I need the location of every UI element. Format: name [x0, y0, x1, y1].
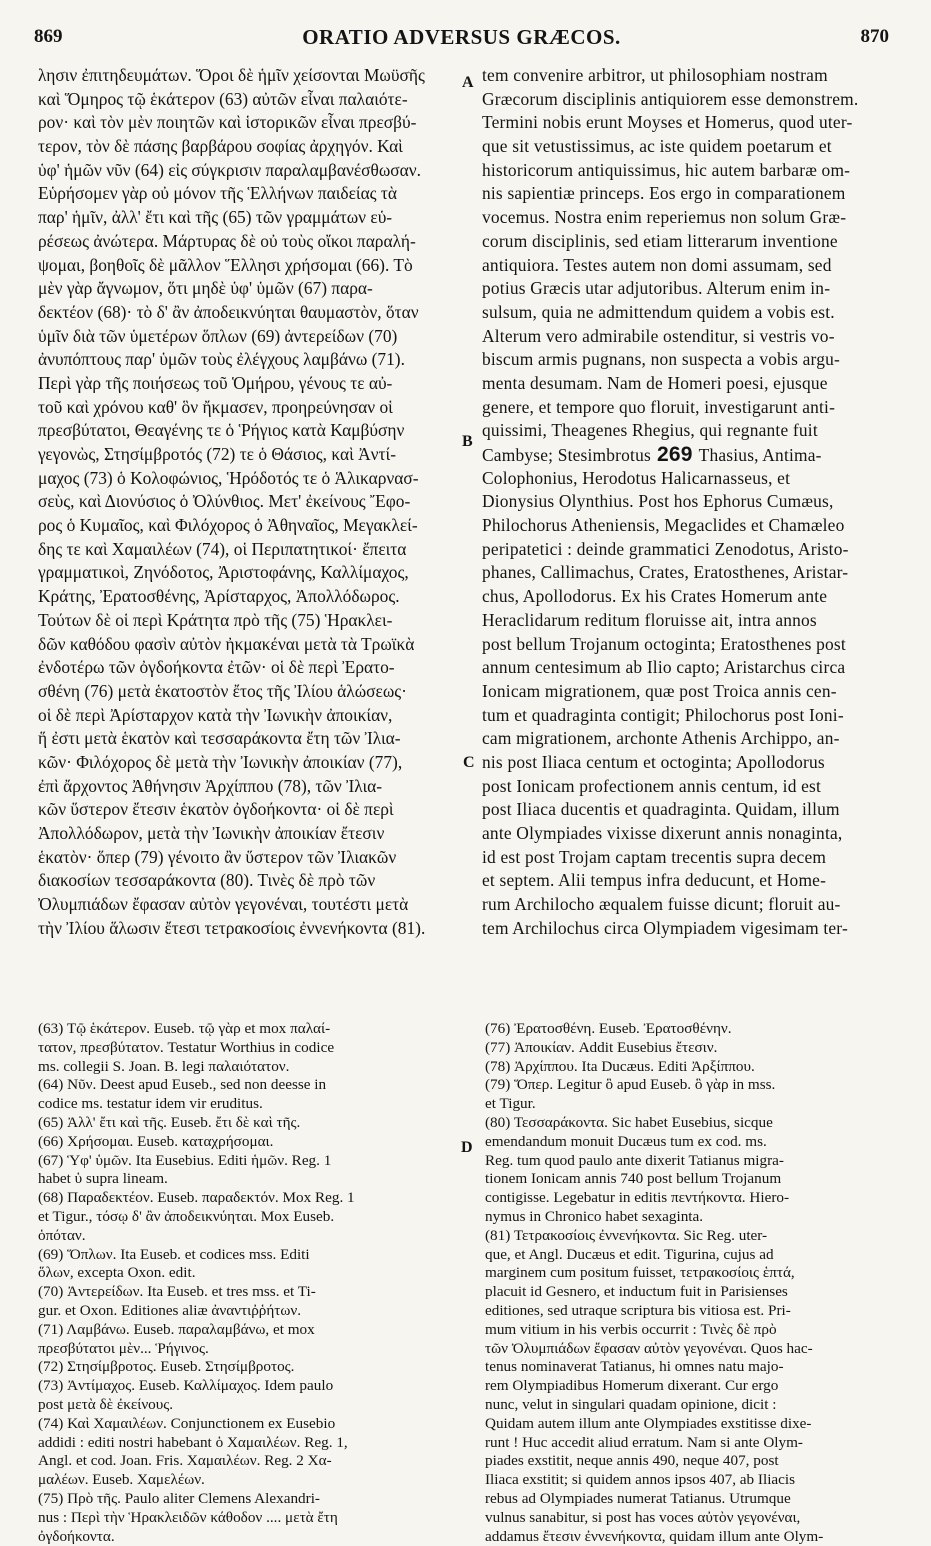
footnotes-right [485, 1020, 903, 1546]
footnote-line: nus : Περὶ τὴν Ἡρακλειδῶν κάθοδον .... μετὰ ἔτη [38, 1508, 338, 1526]
footnote-line: ὀγδοήκοντα. [38, 1527, 115, 1545]
latin-text-line: historicorum antiquissimus, hic autem barbaræ om- [482, 159, 851, 180]
latin-text-line: post Ionicam profectionem annis centum, id est [482, 775, 822, 796]
footnote-line: addidi : editi nostri habebant ὁ Χαμαιλέων. Reg. 1, [38, 1433, 348, 1451]
latin-text-line: post bellum Trojanum octoginta; Eratosthenes post [482, 633, 846, 654]
footnote-line: rebus ad Olympiades numerat Tatianus. Utrumque [485, 1489, 791, 1507]
right-page-number: 870 [860, 26, 889, 47]
latin-text-line: nis post Iliaca centum et octoginta; Apollodorus [482, 751, 825, 772]
latin-text-line: biscum armis pugnans, non suspecta a vobis argu- [482, 349, 840, 370]
left-page-number: 869 [34, 26, 63, 47]
footnote-line: μαλέων. Euseb. Χαμελέων. [38, 1471, 205, 1489]
footnote-line: Quidam autem illum ante Olympiades exstitisse dixe- [485, 1414, 812, 1432]
greek-text-line: ἥ ἐστι μετὰ ἑκατὸν καὶ τεσσαράκοντα ἔτη τῶν Ἰλια- [38, 728, 401, 749]
greek-text-line: ὑμῖν διὰ τῶν ὑμετέρων ὅπλων (69) ἀντερείδων (70) [38, 325, 398, 346]
footnote-line: (79) Ὅπερ. Legitur ὃ apud Euseb. ὃ γὰρ in mss. [485, 1076, 776, 1094]
footnote-line: piades exstitit, neque annis 490, neque 407, post [485, 1452, 779, 1470]
greek-text-line: γραμματικοὶ, Ζηνόδοτος, Ἀριστοφάνης, Καλλίμαχος, [38, 562, 409, 583]
latin-text-line: Heraclidarum reditum floruisse ait, intra annos [482, 609, 817, 630]
greek-text-line: τοῦ καὶ χρόνου καθ' ὃν ἤκμασεν, προηρεύνησαν οἱ [38, 396, 393, 417]
greek-text-column [38, 64, 458, 940]
greek-text-line: τερον, τὸν δὲ πάσης βαρβάρου σοφίας ἀρχηγόν. Καὶ [38, 136, 403, 157]
greek-text-line: Ἀπολλόδωρον, μετὰ τὴν Ἰωνικὴν ἀποικίαν ἔτεσιν [38, 823, 385, 843]
footnote-line: marginem cum positum fuisset, τετρακοσίοις ἑπτά, [485, 1264, 795, 1282]
greek-text-line: Κράτης, Ἐρατοσθένης, Ἀρίσταρχος, Ἀπολλόδωρος. [38, 586, 400, 607]
footnote-line: ms. collegii S. Joan. B. legi παλαιότατον. [38, 1057, 290, 1075]
footnote-line: mum vitium in his verbis occurrit : Τινὲς δὲ πρὸ [485, 1320, 777, 1338]
footnote-line: et Tigur. [485, 1095, 536, 1113]
footnote-line: post μετὰ δὲ ἐκείνους. [38, 1395, 174, 1413]
greek-text-line: κῶν ὕστερον ἔτεσιν ἑκατὸν ὀγδοήκοντα· οἱ δὲ περὶ [38, 799, 394, 820]
greek-text-line: μὲν γὰρ ἄγνωμον, ὅτι μηδὲ ὑφ' ὑμῶν (67) παρα- [38, 278, 373, 299]
footnote-line: (73) Ἀντίμαχος. Euseb. Καλλίμαχος. Idem paulo [38, 1377, 334, 1395]
latin-text-line: rum Archilocho æqualem fuisse dicunt; floruit au- [482, 894, 841, 915]
footnote-line: (72) Στησίμβροτος. Euseb. Στησίμβροτος. [38, 1358, 295, 1376]
section-marker-d: D [461, 1139, 473, 1156]
footnote-line: contigisse. Legebatur in editis πεντήκοντα. Hiero- [485, 1189, 790, 1207]
footnote-line: (65) Ἀλλ' ἔτι καὶ τῆς. Euseb. ἔτι δὲ καὶ τῆς. [38, 1113, 301, 1131]
latin-text-line: phanes, Callimachus, Crates, Eratosthenes, Aristar- [482, 562, 849, 583]
footnote-line: nymus in Chronico habet sexaginta. [485, 1207, 704, 1225]
greek-text-line: Περὶ γὰρ τῆς ποιήσεως τοῦ Ὁμήρου, γένους τε αὐ- [38, 372, 393, 393]
greek-text-line: ρέσεως ἀνώτερα. Μάρτυρας δὲ οὐ τοὺς οἴκοι παραλή- [38, 230, 416, 251]
footnote-line: placuit id Gesnero, et inductum fuit in Parisienses [485, 1283, 788, 1301]
latin-text-line: que sit vetustissimus, ac iste quidem poetarum et [482, 136, 832, 157]
latin-text-line: Ionicam migrationem, quæ post Troica annis cen- [482, 680, 837, 701]
footnote-line: (71) Λαμβάνω. Euseb. παραλαμβάνω, et mox [38, 1320, 315, 1338]
footnote-line: gur. et Oxon. Editiones aliæ ἀναντιῤῥήτων. [38, 1301, 302, 1319]
greek-text-line: Τούτων δὲ οἱ περὶ Κράτητα πρὸ τῆς (75) Ἡρακλει- [38, 609, 393, 630]
greek-text-line: παρ' ἡμῖν, ἀλλ' ἔτι καὶ τῆς (65) τῶν γραμμάτων εὑ- [38, 207, 393, 228]
greek-text-line: καὶ Ὅμηρος τῷ ἑκάτερον (63) αὐτῶν εἶναι παλαιότε- [38, 88, 408, 109]
footnote-line: (81) Τετρακοσίοις ἐννενήκοντα. Sic Reg. uter- [485, 1226, 768, 1244]
greek-text-line: λησιν ἐπιτηδευμάτων. Ὅροι δὲ ἡμῖν χείσονται Μωϋσῆς [38, 65, 425, 85]
latin-text-line: vocemus. Nostra enim reperiemus non solum Græ- [482, 207, 847, 228]
footnote-line: addamus ἔτεσιν ἐννενήκοντα, quidam illum ante Olym- [485, 1527, 824, 1545]
footnote-line: (76) Ἐρατοσθένη. Euseb. Ἐρατοσθένην. [485, 1020, 732, 1037]
page-header [34, 20, 889, 54]
latin-text-line: antiquiora. Testes autem non domi assumam, sed [482, 254, 832, 275]
latin-text-line: Termini nobis erunt Moyses et Homerus, quod uter- [482, 112, 853, 133]
greek-text-line: ψομαι, βοηθοῖς δὲ μᾶλλον Ἕλλησι χρήσομαι (66). Τὸ [38, 254, 413, 275]
footnote-line: runt ! Huc accedit aliud erratum. Nam si ante Olym- [485, 1433, 803, 1451]
footnote-line: τῶν Ὀλυμπιάδων ἔφασαν αὐτὸν γεγονέναι. Quos hac- [485, 1339, 813, 1357]
footnote-line: codice ms. testatur idem vir eruditus. [38, 1095, 263, 1113]
latin-text-line: Colophonius, Herodotus Halicarnasseus, et [482, 467, 791, 488]
footnote-line: ὁπόταν. [38, 1226, 86, 1244]
greek-text-line: δης τε καὶ Χαμαιλέων (74), οἱ Περιπατητικοί· ἔπειτα [38, 538, 407, 559]
footnote-line: Iliaca exstitit; si quidem annos ipsos 407, ab Iliacis [485, 1471, 796, 1489]
footnote-line: Angl. et cod. Joan. Fris. Χαμαιλέων. Reg. 2 Χα- [38, 1452, 332, 1470]
latin-text-line: Græcorum disciplinis antiquiorem esse demonstrem. [482, 88, 859, 109]
greek-text-line: διακοσίων τεσσαράκοντα (80). Τινὲς δὲ πρὸ τῶν [38, 870, 376, 891]
latin-text-line: Alterum vero admirabile ostenditur, si vestris vo- [482, 325, 835, 346]
latin-text-continuation: Thasius, Antima- [698, 445, 822, 465]
footnote-line: que, et Angl. Ducæus et edit. Tigurina, cujus ad [485, 1245, 774, 1263]
greek-text-line: δεκτέον (68)· τὸ δ' ἂν ἀποδεικνύηται θαυμαστὸν, ὅταν [38, 301, 419, 322]
latin-text-line: Dionysius Olynthius. Post hos Ephorus Cumæus, [482, 491, 834, 512]
footnote-line: tionem Ionicam annis 740 post bellum Trojanum [485, 1170, 782, 1188]
footnote-line: rem Olympiadibus Homerum dixerant. Cur ergo [485, 1377, 779, 1395]
latin-text-line: tem Archilochus circa Olympiadem vigesimam ter- [482, 917, 848, 938]
greek-text-line: ἐνδοτέρω τῶν ὀγδοήκοντα ἐτῶν· οἱ δὲ περὶ Ἐρατο- [38, 657, 395, 678]
greek-text-line: μαχος (73) ὁ Κολοφώνιος, Ἡρόδοτός τε ὁ Ἁλικαρνασ- [38, 467, 419, 488]
footnote-line: vulnus sanabitur, si post has voces αὐτὸν γεγονέναι, [485, 1508, 801, 1526]
footnote-line: et Tigur., τόσῳ δ' ἂν ἀποδεικνύηται. Mox Euseb. [38, 1207, 335, 1225]
greek-text-line: πρεσβύτατοι, Θεαγένης τε ὁ Ῥήγιος κατὰ Καμβύσην [38, 420, 405, 441]
inline-page-number: 269 [650, 443, 699, 466]
greek-text-line: ρον· καὶ τὸν μὲν ποιητῶν καὶ ἱστορικῶν εἶναι πρεσβύ- [38, 112, 417, 133]
greek-text-line: κῶν· Φιλόχορος δὲ μετὰ τὴν Ἰωνικὴν ἀποικίαν (77), [38, 751, 403, 772]
greek-text-line: ἑκατὸν· ὅπερ (79) γένοιτο ἂν ὕστερον τῶν Ἰλιακῶν [38, 846, 397, 867]
latin-text-line: tem convenire arbitror, ut philosophiam nostram [482, 65, 828, 85]
section-marker-c: C [463, 754, 475, 771]
running-title: ORATIO ADVERSUS GRÆCOS. [302, 24, 621, 49]
section-marker-b: B [462, 433, 473, 450]
greek-text-line: τὴν Ἰλίου ἅλωσιν ἔτεσι τετρακοσίοις ἐννενήκοντα (81). [38, 917, 426, 938]
latin-text-line: corum disciplinis, sed etiam litterarum inventione [482, 230, 838, 251]
footnote-line: tenus nominaverat Tatianus, hi omnes natu majo- [485, 1358, 784, 1376]
latin-text-line: post Iliaca ducentis et quadraginta. Quidam, illum [482, 799, 840, 820]
latin-text-line: quissimi, Theagenes Rhegius, qui regnante fuit [482, 420, 818, 441]
latin-text-line: potius Græcis utar adjutoribus. Alterum enim in- [482, 278, 831, 299]
latin-text-line: Philochorus Atheniensis, Megaclides et Chamæleo [482, 515, 845, 536]
footnote-line: (75) Πρὸ τῆς. Paulo aliter Clemens Alexandri- [38, 1489, 320, 1507]
latin-text-line: et septem. Alii tempus infra deducunt, et Home- [482, 870, 827, 891]
latin-text-line: genere, et tempore quo floruit, investigarunt anti- [482, 396, 836, 417]
footnote-line: habet ὑ supra lineam. [38, 1170, 168, 1188]
footnote-line: (63) Τῷ ἑκάτερον. Euseb. τῷ γὰρ et mox παλαί- [38, 1020, 331, 1037]
latin-text-line: Cambyse; Stesimbrotus 269 Thasius, Antima- [482, 443, 822, 466]
greek-text-line: οἱ δὲ περὶ Ἀρίσταρχον κατὰ τὴν Ἰωνικὴν ἀποικίαν, [38, 704, 393, 725]
greek-text-line: ἀνυπόπτους παρ' ὑμῶν τοὺς ἐλέγχους λαμβάνω (71). [38, 349, 405, 370]
latin-text-line: tum et quadraginta contigit; Philochorus post Ioni- [482, 704, 844, 725]
footnote-line: (74) Καὶ Χαμαιλέων. Conjunctionem ex Eusebio [38, 1414, 336, 1432]
section-marker-a: A [462, 74, 474, 91]
greek-text-line: Εὑρήσομεν γὰρ οὐ μόνον τῆς Ἑλλήνων παιδείας τὰ [38, 183, 398, 204]
greek-text-line: Ὀλυμπιάδων ἔφασαν αὐτὸν γεγονέναι, τουτέστι μετὰ [38, 894, 409, 915]
latin-text-line: cam migrationem, archonte Athenis Archippo, an- [482, 728, 840, 749]
latin-text-line: peripatetici : deinde grammatici Zenodotus, Aristo- [482, 538, 849, 559]
greek-text-line: ἐπὶ ἄρχοντος Ἀθήνησιν Ἀρχίππου (78), τῶν Ἰλια- [38, 775, 383, 796]
footnote-line: πρεσβύτατοι μὲν... Ῥήγινος. [38, 1339, 209, 1357]
latin-text-line: menta desumam. Nam de Homeri poesi, ejusque [482, 372, 828, 393]
footnote-line: (67) Ὑφ' ὑμῶν. Ita Eusebius. Editi ἡμῶν. Reg. 1 [38, 1151, 332, 1169]
footnote-line: (68) Παραδεκτέον. Euseb. παραδεκτόν. Mox Reg. 1 [38, 1189, 355, 1207]
footnote-line: editiones, sed utraque scriptura bis vitiosa est. Pri- [485, 1301, 791, 1319]
greek-text-line: σθένη (76) μετὰ ἑκατοστὸν ἔτος τῆς Ἰλίου ἁλώσεως· [38, 680, 407, 701]
greek-text-line: γεγονὼς, Στησίμβροτός (72) τε ὁ Θάσιος, καὶ Ἀντί- [38, 444, 397, 464]
footnote-line: (78) Ἀρχίππου. Ita Ducæus. Editi Ἀρξίππου. [485, 1057, 755, 1075]
footnote-line: nunc, velut in singulari quadam opinione, dicit : [485, 1395, 777, 1413]
footnote-line: (64) Νῦν. Deest apud Euseb., sed non deesse in [38, 1076, 327, 1094]
latin-text-line: nis sapientiæ princeps. Eos ergo in comparationem [482, 183, 846, 204]
footnote-line: (77) Ἀποικίαν. Addit Eusebius ἔτεσιν. [485, 1038, 718, 1056]
footnotes-left [38, 1020, 458, 1546]
footnote-line: (69) Ὅπλων. Ita Euseb. et codices mss. Editi [38, 1245, 310, 1263]
greek-text-line: ρος ὁ Κυμαῖος, καὶ Φιλόχορος ὁ Ἀθηναῖος, Μεγακλεί- [38, 515, 418, 536]
greek-text-line: σεὺς, καὶ Διονύσιος ὁ Ὀλύνθιος. Μετ' ἐκείνους Ἔφο- [38, 491, 411, 512]
greek-text-line: δῶν καθόδου φασὶν αὐτὸν ἠκμακέναι μετὰ τὰ Τρωϊκὰ [38, 633, 415, 654]
latin-text-line: annum centesimum ab Ilio capto; Aristarchus circa [482, 657, 846, 678]
footnote-line: (80) Τεσσαράκοντα. Sic habet Eusebius, sicque [485, 1113, 773, 1131]
footnote-line: τατον, πρεσβύτατον. Testatur Worthius in codice [38, 1038, 335, 1056]
latin-translation-column [482, 64, 900, 940]
footnote-line: emendandum monuit Ducæus tum ex cod. ms. [485, 1132, 767, 1150]
latin-text-line: chus, Apollodorus. Ex his Crates Homerum ante [482, 586, 828, 607]
footnote-line: (66) Χρήσομαι. Euseb. καταχρήσομαι. [38, 1132, 274, 1150]
greek-text-line: ὑφ' ἡμῶν νῦν (64) εἰς σύγκρισιν παραλαμβανέσθωσαν. [38, 159, 422, 180]
footnote-line: (70) Ἀντερείδων. Ita Euseb. et tres mss. et Ti- [38, 1283, 316, 1301]
latin-text-line: sulsum, quia ne admittendum quidem a vobis est. [482, 301, 835, 322]
footnote-line: ὅλων, excepta Oxon. edit. [38, 1264, 196, 1282]
footnote-line: Reg. tum quod paulo ante dixerit Tatianus migra- [485, 1151, 784, 1169]
latin-text-line: ante Olympiades vixisse dixerunt annis nonaginta, [482, 823, 843, 843]
latin-text-line: id est post Trojam captam trecentis supra decem [482, 846, 827, 867]
